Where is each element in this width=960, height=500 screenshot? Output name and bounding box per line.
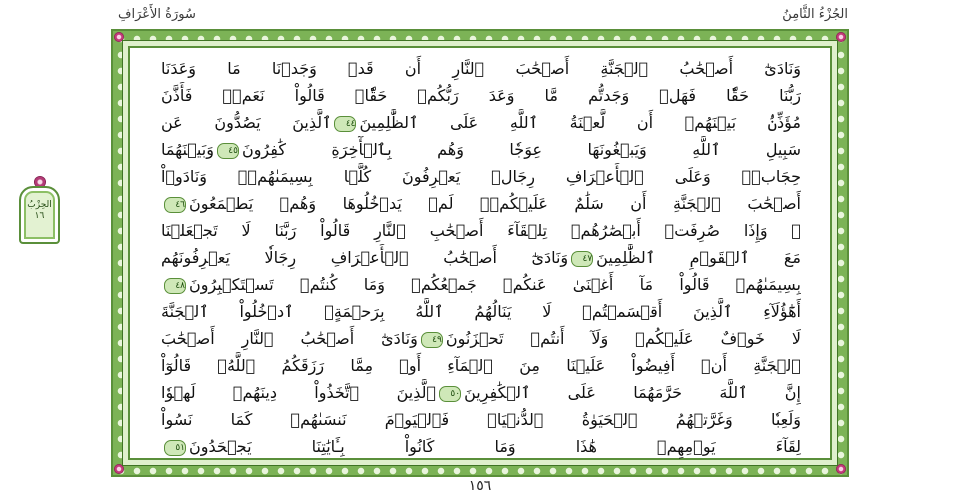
- text-line: [161, 163, 801, 190]
- line-text: حِجَابٞۚ وَعَلَى ٱلۡأَعۡرَافِ رِجَالٞ يَعۡرِفُونَ كُلَّۢا بِسِيمَىٰهُمۡۚ وَنَادَوۡاْ: [161, 167, 801, 186]
- line-text: وَلَعِبٗا وَغَرَّتۡهُمُ ٱلۡحَيَوٰةُ ٱلدُّنۡيَاۚ فَٱلۡيَوۡمَ نَنسَىٰهُمۡ كَمَا نَسُواْ: [161, 410, 801, 429]
- line-text: وَنَادَىٰٓ أَصۡحَٰبُ ٱلۡجَنَّةِ أَصۡحَٰبَ ٱلنَّارِ أَن قَدۡ وَجَدۡنَا مَا وَعَدَنَا: [161, 59, 801, 78]
- juz-name: الجُزْءُ الثَّامِنُ: [782, 7, 848, 22]
- ayah-number-marker: ٤٤: [334, 116, 356, 132]
- text-line: [161, 217, 801, 244]
- text-line: [161, 55, 801, 82]
- line-text: لِقَآءَ يَوۡمِهِمۡ هَٰذَا وَمَا كَانُواْ بِـَٔايَٰتِنَا يَجۡحَدُونَ: [189, 437, 801, 456]
- text-line: [161, 244, 801, 271]
- line-text: ٱلۡجَنَّةِ أَنۡ أَفِيضُواْ عَلَيۡنَا مِنَ ٱلۡمَآءِ أَوۡ مِمَّا رَزَقَكُمُ ٱللَّهُۚ قَالُوٓاْ: [161, 356, 801, 375]
- ayah-number-marker: ٤٧: [571, 251, 593, 267]
- text-line: [161, 298, 801, 325]
- text-line: [161, 379, 801, 406]
- line-text: إِنَّ ٱللَّهَ حَرَّمَهُمَا عَلَى ٱلۡكَٰفِرِينَ: [464, 383, 801, 402]
- text-line: [161, 82, 801, 109]
- line-text: مُؤَذِّنُۢ بَيۡنَهُمۡ أَن لَّعۡنَةُ ٱللَّهِ عَلَى ٱلظَّٰلِمِينَ: [359, 113, 801, 132]
- hizb-marker: [17, 176, 64, 246]
- text-line: [161, 190, 801, 217]
- line-text: أَصۡحَٰبَ ٱلۡجَنَّةِ أَن سَلَٰمٌ عَلَيۡكُمۡۚ لَمۡ يَدۡخُلُوهَا وَهُمۡ يَطۡمَعُونَ: [189, 194, 801, 213]
- hizb-number: ١٦: [34, 211, 45, 221]
- line-text: لَا خَوۡفٌ عَلَيۡكُمۡ وَلَآ أَنتُمۡ تَحۡزَنُونَ: [445, 329, 801, 348]
- text-line: [161, 352, 801, 379]
- text-line: [161, 433, 801, 460]
- text-line: [161, 406, 801, 433]
- ayah-number-marker: ٤٥: [217, 143, 239, 159]
- line-text: رَبُّنَا حَقّٗا فَهَلۡ وَجَدتُّم مَّا وَعَدَ رَبُّكُمۡ حَقّٗاۖ قَالُواْ نَعَمۡۚ فَأَذَّنَ: [161, 86, 801, 105]
- text-line: [161, 271, 801, 298]
- line-text-continuation: ٱلَّذِينَ يَصُدُّونَ عَن: [161, 113, 332, 132]
- text-line: [161, 325, 801, 352]
- line-text: ۞ وَإِذَا صُرِفَتۡ أَبۡصَٰرُهُمۡ تِلۡقَآءَ أَصۡحَٰبِ ٱلنَّارِ قَالُواْ رَبَّنَا لَا تَجۡعَلۡنَا: [161, 221, 801, 240]
- page-number: ١٥٦: [468, 478, 492, 494]
- ayah-number-marker: ٥١: [164, 440, 186, 456]
- line-text: بِسِيمَىٰهُمۡ قَالُواْ مَآ أَغۡنَىٰ عَنكُمۡ جَمۡعُكُمۡ وَمَا كُنتُمۡ تَسۡتَكۡبِرُونَ: [189, 275, 801, 294]
- ayah-number-marker: ٤٨: [164, 278, 186, 294]
- ayah-number-marker: ٤٦: [164, 197, 186, 213]
- page-border: [111, 29, 849, 477]
- hizb-title: الحِزْبُ: [27, 200, 52, 210]
- text-line: [161, 136, 801, 163]
- line-text: سَبِيلِ ٱللَّهِ وَيَبۡغُونَهَا عِوَجٗا وَهُم بِٱلۡأٓخِرَةِ كَٰفِرُونَ: [241, 140, 801, 159]
- ayah-number-marker: ٥٠: [439, 386, 461, 402]
- line-text-continuation: ٱلَّذِينَ ٱتَّخَذُواْ دِينَهُمۡ لَهۡوٗا: [161, 383, 437, 402]
- line-text: مَعَ ٱلۡقَوۡمِ ٱلظَّٰلِمِينَ: [596, 248, 801, 267]
- surah-name: سُورَةُ الأَعْرَافِ: [118, 7, 196, 22]
- line-text-continuation: وَنَادَىٰٓ أَصۡحَٰبُ ٱلنَّارِ أَصۡحَٰبَ: [161, 329, 418, 348]
- ayah-number-marker: ٤٩: [421, 332, 443, 348]
- text-line: [161, 109, 801, 136]
- line-text-continuation: وَنَادَىٰٓ أَصۡحَٰبُ ٱلۡأَعۡرَافِ رِجَالٗا يَعۡرِفُونَهُم: [161, 248, 569, 267]
- line-text-continuation: وَبَيۡنَهُمَا: [161, 140, 214, 159]
- quran-text: [161, 55, 801, 460]
- line-text: أَهَٰٓؤُلَآءِ ٱلَّذِينَ أَقۡسَمۡتُمۡ لَا يَنَالُهُمُ ٱللَّهُ بِرَحۡمَةٍۚ ٱدۡخُلُواْ ٱلۡجَنَّةَ: [161, 302, 801, 321]
